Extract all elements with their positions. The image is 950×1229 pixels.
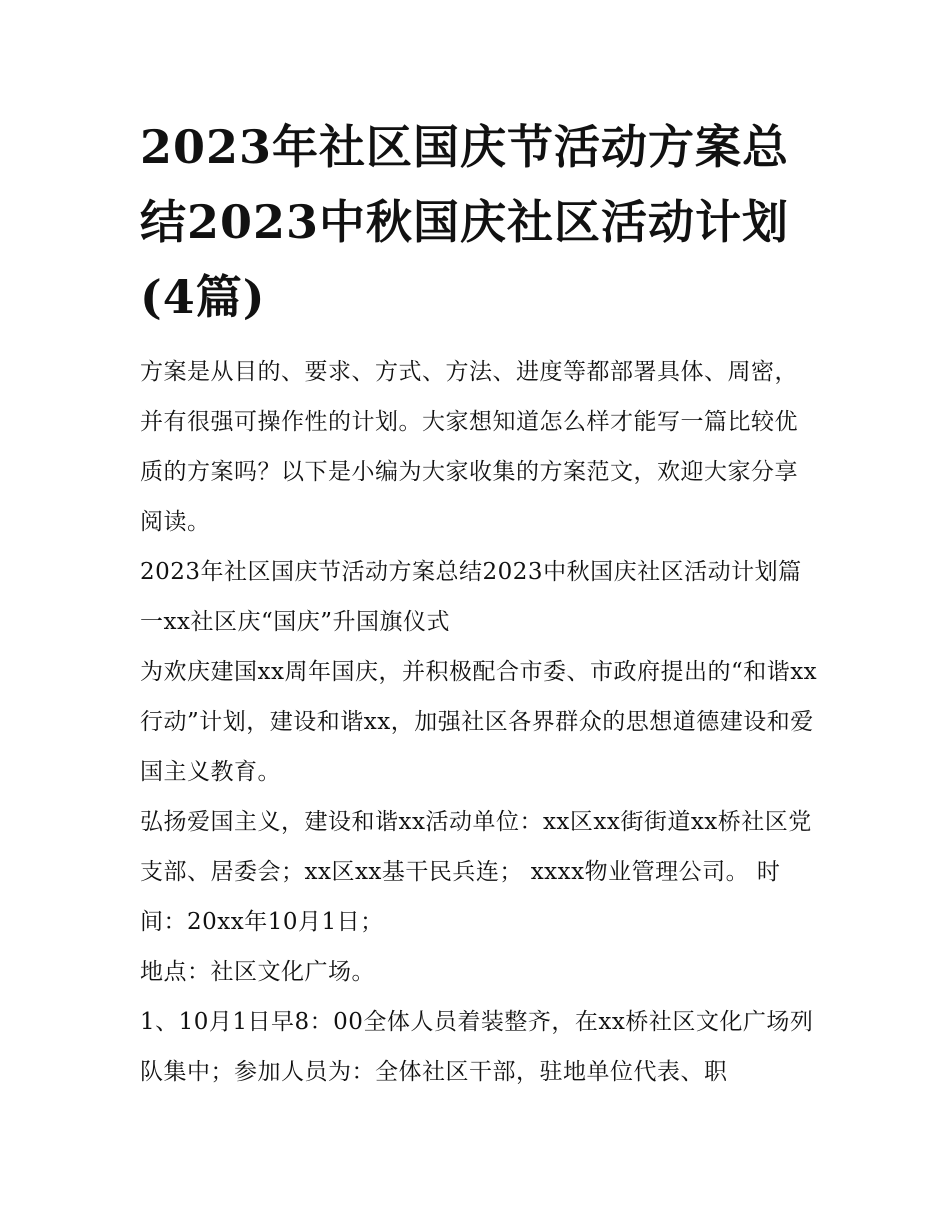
document-title: 2023年社区国庆节活动方案总结2023中秋国庆社区活动计划(4篇) [140,120,790,324]
section-heading-paragraph: 2023年社区国庆节活动方案总结2023中秋国庆社区活动计划篇一xx社区庆“国庆”升国旗仪式 [140,559,802,635]
schedule-paragraph: 1、10月1日早8：00全体人员着装整齐，在xx桥社区文化广场列队集中；参加人员为：全体社区干部，驻地单位代表、职 [140,1009,814,1085]
intro-paragraph: 方案是从目的、要求、方式、方法、进度等都部署具体、周密，并有很强可操作性的计划。大家想知道怎么样才能写一篇比较优质的方案吗？以下是小编为大家收集的方案范文，欢迎大家分享阅读。 [140,359,798,535]
location-paragraph: 地点：社区文化广场。 [140,959,375,985]
organizers-paragraph: 弘扬爱国主义，建设和谐xx活动单位：xx区xx街街道xx桥社区党支部、居委会；xx区xx基干民兵连； xxxx物业管理公司。 时间：20xx年10月1日； [140,809,812,935]
purpose-paragraph: 为欢庆建国xx周年国庆，并积极配合市委、市政府提出的“和谐xx行动”计划，建设和谐xx，加强社区各界群众的思想道德建设和爱国主义教育。 [140,659,818,785]
document-page [140,110,820,1097]
